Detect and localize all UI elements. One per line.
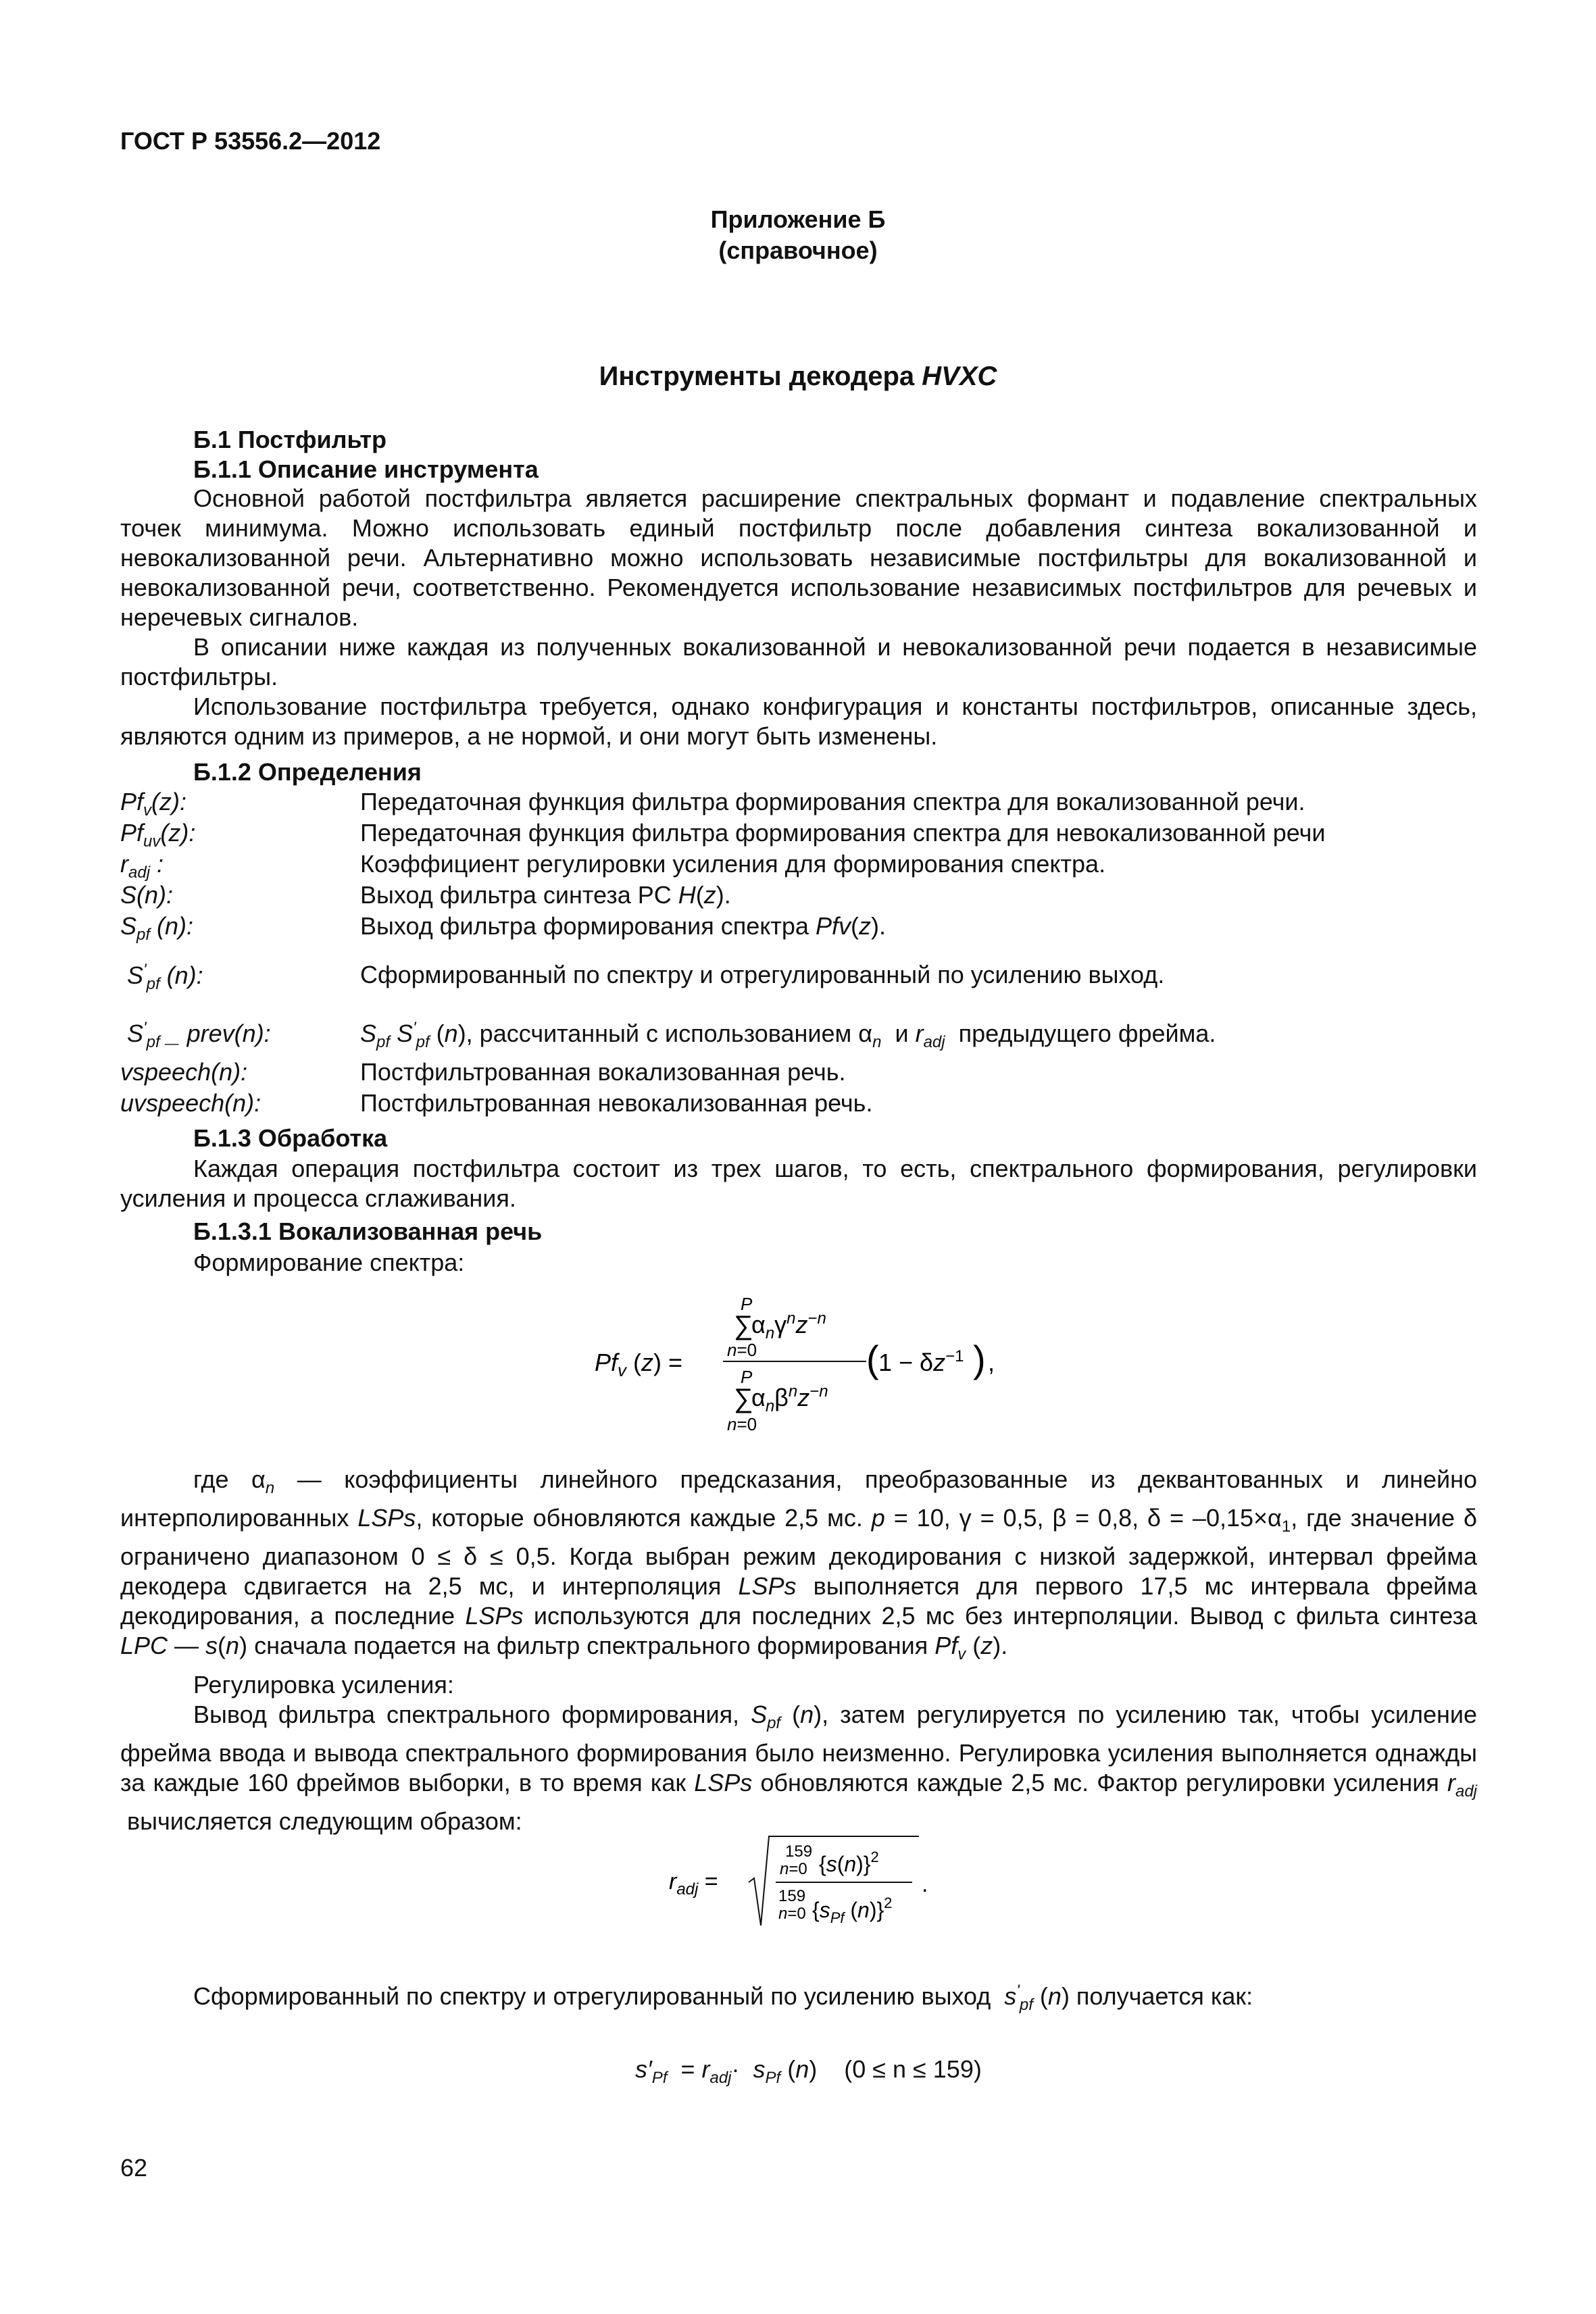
section-b13-body <box>120 1154 1477 1213</box>
page-number: 62 <box>120 2154 148 2182</box>
definition-row <box>120 1058 1477 1089</box>
equation-range: (0 ≤ n ≤ 159) <box>844 2055 982 2083</box>
section-heading <box>0 359 1596 393</box>
svg-text:(: ( <box>866 1338 879 1380</box>
definition-row <box>120 788 1477 819</box>
section-b12-title: Б.1.2 Определения <box>193 758 422 786</box>
definition-term: S(n): <box>120 881 174 909</box>
definition-term: $S'_{pf}$ (n): <box>127 961 203 994</box>
svg-text:): ) <box>973 1338 986 1380</box>
definition-term: $Pf_v(z)$: <box>120 788 186 820</box>
svg-text:n=0: n=0 <box>778 1905 806 1923</box>
definition-row <box>120 1019 1477 1050</box>
definition-term: $r_{adj}$ : <box>120 850 164 882</box>
svg-text:∑: ∑ <box>734 1311 753 1340</box>
svg-text:P: P <box>741 1367 753 1387</box>
where-paragraph <box>120 1465 1477 1836</box>
lead-text: Формирование спектра: <box>193 1249 465 1276</box>
paragraph: В описании ниже каждая из полученных вокализованной и невокализованной речи подается в независимые постфильтры. <box>120 633 1477 690</box>
svg-text:159: 159 <box>778 1887 806 1905</box>
definition-row <box>120 961 1477 992</box>
section-b1-title: Б.1 Постфильтр <box>193 426 387 453</box>
svg-text:,: , <box>988 1349 995 1376</box>
section-b131-title: Б.1.3.1 Вокализованная речь <box>193 1217 543 1245</box>
svg-text:n=0: n=0 <box>727 1414 757 1434</box>
equation-pfv <box>595 1287 1014 1449</box>
section-b13-title: Б.1.3 Обработка <box>193 1124 388 1152</box>
definition-term: $S'_{pf}$ _ prev(n): <box>127 1019 271 1052</box>
definition-row <box>120 1089 1477 1120</box>
appendix-title: Приложение Б <box>710 205 886 233</box>
definition-row <box>120 850 1477 881</box>
svg-text:∑: ∑ <box>734 1384 753 1413</box>
definition-row <box>120 912 1477 943</box>
paragraph: Использование постфильтра требуется, однако конфигурация и константы постфильтров, описанные здесь, являются одним из примеров, а не нормой, и они могут быть изменены. <box>120 693 1477 750</box>
svg-text:{sPf (n)}2: {$s_{Pf}$ (n)}$^2$ <box>812 1894 893 1926</box>
equation-spf: $s'_{Pf} = r_{adj}\cdot s_{Pf}$ (n) (0 ≤ n ≤ 159) <box>635 2055 982 2088</box>
paragraph: Основной работой постфильтра является расширение спектральных формант и подавление спектральных точек минимума. Можно использовать единый постфильтр после добавления синтеза вокализованной и невокализованной речи. Альтернативно можно использовать независимые постфильтры для вокализованной и невокализованной речи, соответственно. Рекомендуется использование независимых постфильтров для речевых и неречевых сигналов. <box>120 484 1477 631</box>
svg-text:Pfv (z) =: $Pf_v$ (z) = <box>595 1349 683 1380</box>
document-code: ГОСТ Р 53556.2—2012 <box>120 127 381 155</box>
definition-desc: Передаточная функция фильтра формирования спектра для невокализованной речи <box>360 819 1326 847</box>
definition-desc: Передаточная функция фильтра формирования спектра для вокализованной речи. <box>360 788 1305 815</box>
svg-text:.: . <box>922 1871 928 1897</box>
svg-text:1 − δz−1: $1 - \delta z^{-1}$ <box>878 1347 964 1376</box>
definition-desc: Постфильтрованная невокализованная речь. <box>360 1089 873 1117</box>
svg-text:159: 159 <box>785 1842 813 1861</box>
gain-title: Регулировка усиления: <box>193 1670 454 1699</box>
svg-text:{s(n)}2: $\{s(n)\}^2$ <box>819 1848 879 1876</box>
section-b11-body <box>120 484 1477 751</box>
appendix-subtitle: (справочное) <box>718 236 878 264</box>
paragraph: Вывод фильтра спектрального формирования, $S_{pf}$ (n), затем регулируется по усилению так, чтобы усиление фрейма ввода и вывода спектрального формирования было неизменно. Регулировка усиления выполняется однажды за каждые 160 фреймов выборки, в то время как LSPs обновляются каждые 2,5 мс. Фактор регулировки усиления $r_{adj}$ вычисляется следующим образом: <box>120 1700 1478 1835</box>
definition-desc: Сформированный по спектру и отрегулированный по усилению выход. <box>360 961 1165 988</box>
equation-radj <box>669 1824 953 1939</box>
definition-term: $Pf_{uv}(z)$: <box>120 819 196 851</box>
svg-text:n=0: n=0 <box>727 1340 757 1360</box>
definition-desc: Коэффициент регулировки усиления для формирования спектра. <box>360 850 1106 878</box>
paragraph: Каждая операция постфильтра состоит из трех шагов, то есть, спектрального формирования, регулировки усиления и процесса сглаживания. <box>120 1155 1477 1212</box>
heading-italic: HVXC <box>922 361 997 391</box>
definition-term: vspeech(n): <box>120 1058 248 1086</box>
definition-row <box>120 819 1477 850</box>
definition-desc: Выход фильтра синтеза PC H(z). <box>360 881 731 909</box>
definition-row <box>120 881 1477 912</box>
svg-text:radj =: $r_{adj}$ = <box>669 1869 718 1898</box>
definition-desc: $S_{pf}$ $S'_{pf}$ (n), рассчитанный с использованием $\alpha_n$ и $r_{adj}$ предыдущего фрейма. <box>360 1019 1216 1052</box>
svg-text:n=0: n=0 <box>780 1860 807 1878</box>
definition-desc: Выход фильтра формирования спектра Pfv(z). <box>360 912 886 940</box>
svg-text:αnβnz−n: $\alpha_n\beta^nz^-n$ <box>751 1382 828 1415</box>
definition-term: $S_{pf}$ (n): <box>120 912 194 945</box>
section-b11-title: Б.1.1 Описание инструмента <box>193 455 539 483</box>
svg-text:αnγnz−n: $\alpha_n\gamma^nz^-n$ <box>751 1309 826 1342</box>
svg-text:P: P <box>741 1294 753 1314</box>
definition-term: uvspeech(n): <box>120 1089 261 1117</box>
heading-text: Инструменты декодера <box>599 361 922 391</box>
definition-desc: Постфильтрованная вокализованная речь. <box>360 1058 846 1086</box>
output-sentence: Сформированный по спектру и отрегулированный по усилению выход $s'_{pf}$ (n) получается как: <box>193 1982 1253 2015</box>
paragraph: где $\alpha_n$ — коэффициенты линейного предсказания, преобразованные из деквантованных и линейно интерполированных LSPs, которые обновляются каждые 2,5 мс. p = 10, γ = 0,5, β = 0,8, $\delta = -0,15\times\alpha_1$, где значение δ ограничено диапазоном 0 ≤ δ ≤ 0,5. Когда выбран режим декодирования с низкой задержкой, интервал фрейма декодера сдвигается на 2,5 мс, и интерполяция LSPs выполняется для первого 17,5 мс интервала фрейма декодирования, а последние LSPs используются для последних 2,5 мс без интерполяции. Вывод с фильта синтеза LPC — s(n) сначала подается на фильтр спектрального формирования $Pf_v$ (z). <box>120 1465 1478 1664</box>
